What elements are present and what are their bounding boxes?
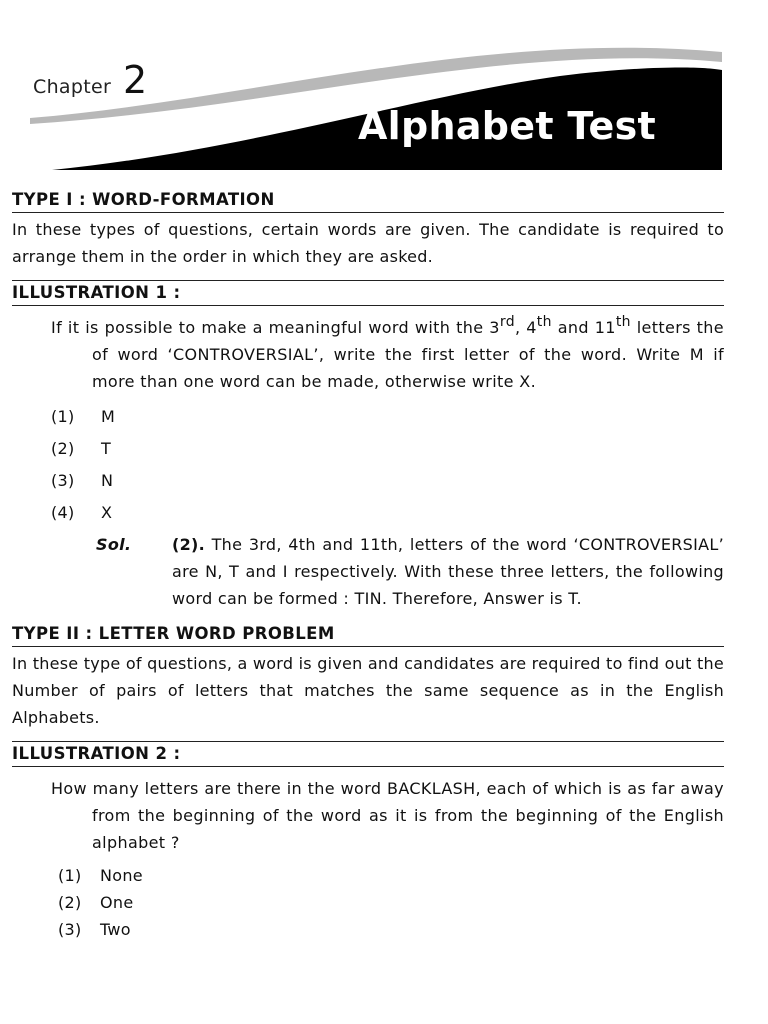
chapter-label: Chapter (33, 76, 112, 98)
type2-heading: TYPE II : LETTER WORD PROBLEM (12, 622, 724, 647)
solution (96, 531, 724, 612)
solution-answer: (2). (172, 535, 206, 554)
page-content (12, 188, 724, 943)
type1-description: In these types of questions, certain words are given. The candidate is required to arrange them in the order in which they are asked. (12, 220, 724, 266)
option-item (12, 862, 724, 889)
option-text: One (100, 893, 134, 912)
option-text: X (101, 503, 113, 522)
option-number: (2) (51, 439, 75, 458)
question-text: and 11 (551, 318, 616, 337)
option-item (12, 916, 724, 943)
option-text: Two (100, 920, 131, 939)
chapter-number: 2 (123, 58, 148, 102)
option-number: (3) (51, 471, 75, 490)
illustration1-heading: ILLUSTRATION 1 : (12, 281, 724, 306)
option-text: N (101, 471, 114, 490)
option-text: T (101, 439, 112, 458)
type1-heading: TYPE I : WORD-FORMATION (12, 188, 724, 213)
option-item (12, 465, 724, 497)
option-number: (1) (58, 866, 82, 885)
option-number: (3) (58, 920, 82, 939)
solution-body (172, 531, 724, 612)
illustration1-question (12, 314, 724, 395)
question-text: If it is possible to make a meaningful word with the 3 (51, 318, 500, 337)
superscript: rd (499, 314, 515, 330)
option-text: None (100, 866, 143, 885)
superscript: th (536, 314, 552, 330)
chapter-title: Alphabet Test (357, 104, 656, 148)
option-number: (4) (51, 503, 75, 522)
solution-text: The 3rd, 4th and 11th, letters of the word ‘CONTROVERSIAL’ are N, T and I respectively. With these three letters, the following word can be formed : TIN. Therefore, Answer is T. (172, 535, 724, 608)
type2-description: In these type of questions, a word is given and candidates are required to find out the Number of pairs of letters that matches the same sequence as in the English Alphabets. (12, 654, 724, 727)
option-item (12, 433, 724, 465)
question-text: , 4 (514, 318, 537, 337)
option-number: (1) (51, 407, 75, 426)
solution-label: Sol. (96, 535, 132, 554)
option-item (12, 889, 724, 916)
option-item (12, 497, 724, 529)
superscript: th (615, 314, 631, 330)
illustration2-heading: ILLUSTRATION 2 : (12, 742, 724, 767)
option-number: (2) (58, 893, 82, 912)
illustration2-question: How many letters are there in the word BACKLASH, each of which is as far away from the beginning of the word as it is from the beginning of the English alphabet ? (51, 779, 724, 852)
chapter-banner (0, 0, 768, 180)
option-text: M (101, 407, 116, 426)
option-item (12, 401, 724, 433)
question-text: letters the of word ‘CONTROVERSIAL’, write the first letter of the word. Write M if more than one word can be made, otherwise write X. (92, 318, 724, 391)
